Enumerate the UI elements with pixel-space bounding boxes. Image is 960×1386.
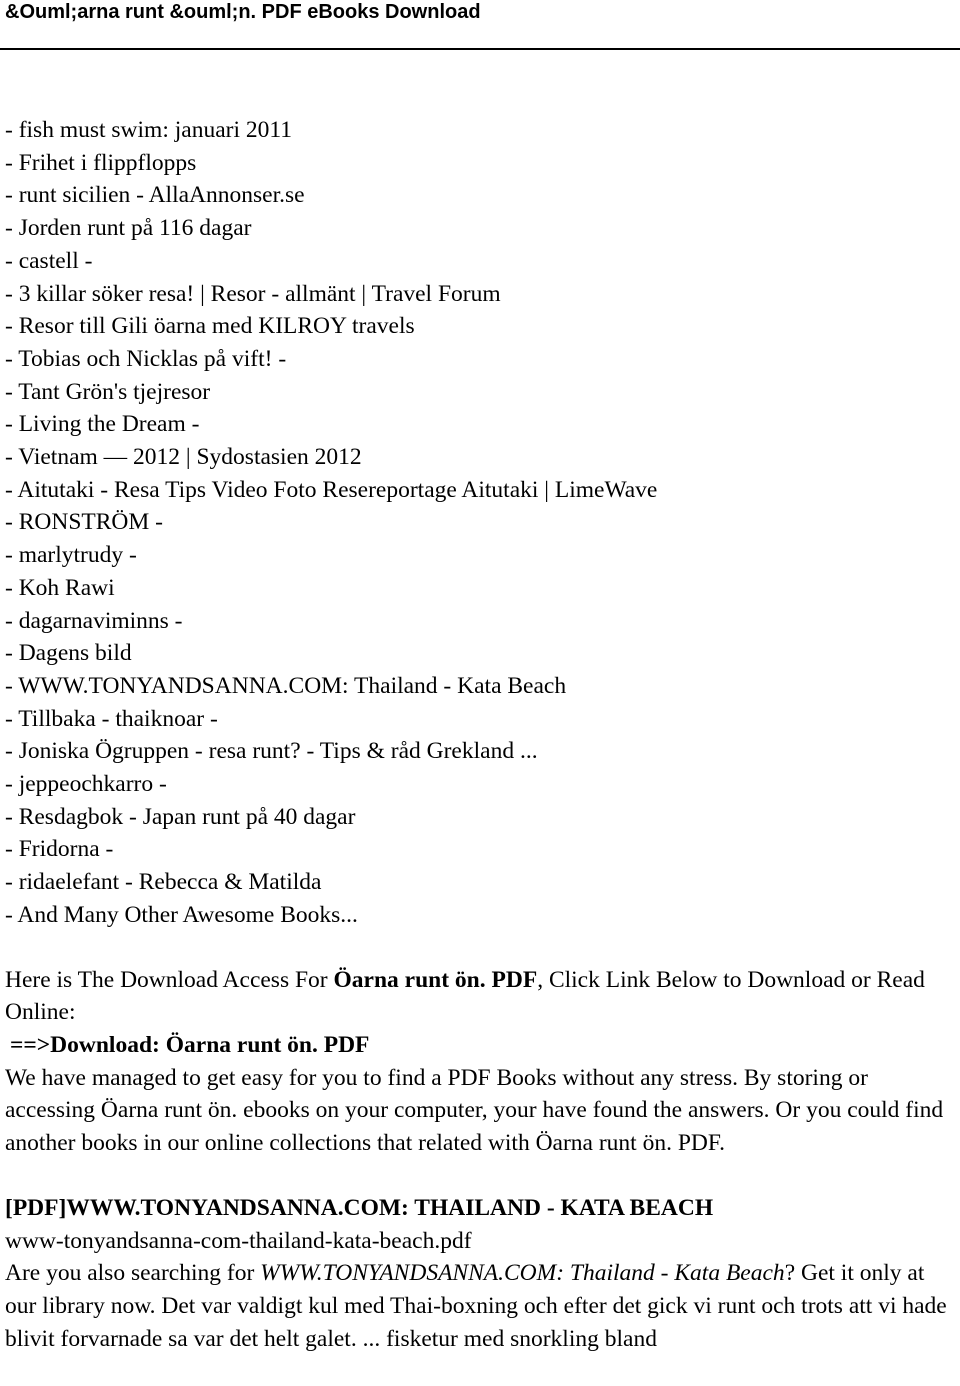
book-desc-title: WWW.TONYANDSANNA.COM: Thailand - Kata Beach (260, 1260, 785, 1287)
list-item: - Vietnam — 2012 | Sydostasien 2012 (5, 444, 362, 471)
document-body (5, 114, 955, 1355)
list-item: - Frihet i flippflopps (5, 149, 197, 176)
access-prefix: Here is The Download Access For (5, 966, 334, 993)
list-item: - runt sicilien - AllaAnnonser.se (5, 182, 305, 209)
list-item: - castell - (5, 247, 93, 274)
page-title: &Ouml;arna runt &ouml;n. PDF eBooks Download (5, 1, 481, 23)
list-item: - Joniska Ögruppen - resa runt? - Tips & råd Grekland ... (5, 738, 538, 765)
book-filename: www-tonyandsanna-com-thailand-kata-beach.pdf (5, 1227, 472, 1254)
download-link[interactable]: ==>Download: Öarna runt ön. PDF (10, 1031, 370, 1058)
page-header (0, 0, 960, 50)
list-item: - Resor till Gili öarna med KILROY travels (5, 313, 415, 340)
access-title: Öarna runt ön. PDF (333, 966, 538, 993)
list-item: - Tant Grön's tjejresor (5, 378, 211, 405)
list-item: - Living the Dream - (5, 411, 200, 438)
list-item: - Tillbaka - thaiknoar - (5, 705, 218, 732)
list-item: - And Many Other Awesome Books... (5, 901, 358, 928)
book-list (5, 114, 955, 932)
list-item: - Jorden runt på 116 dagar (5, 215, 252, 242)
list-item: - fish must swim: januari 2011 (5, 117, 292, 143)
access-suffix: , Click Link Below to Download or Read Online: (5, 966, 925, 1026)
list-item: - 3 killar söker resa! | Resor - allmänt | Travel Forum (5, 280, 501, 307)
list-item: - ridaelefant - Rebecca & Matilda (5, 869, 322, 896)
list-item: - Dagens bild (5, 640, 132, 667)
book-desc-suffix: ? Get it only at our library now. Det var valdigt kul med Thai-boxning och efter det gick vi runt och trots att vi hade blivit forvarnade sa var det helt galet. ... fisketur med snorkling bland (5, 1260, 947, 1352)
list-item: - dagarnaviminns - (5, 607, 183, 634)
list-item: - jeppeochkarro - (5, 771, 167, 798)
list-item: - marlytrudy - (5, 542, 137, 569)
list-item: - Fridorna - (5, 836, 114, 863)
list-item: - WWW.TONYANDSANNA.COM: Thailand - Kata Beach (5, 672, 567, 699)
access-paragraph (5, 964, 955, 1029)
book-description (5, 1257, 955, 1355)
list-item: - RONSTRÖM - (5, 509, 163, 536)
list-item: - Koh Rawi (5, 574, 115, 601)
list-item: - Tobias och Nicklas på vift! - (5, 345, 287, 372)
list-item: - Resdagbok - Japan runt på 40 dagar (5, 803, 356, 830)
list-item: - Aitutaki - Resa Tips Video Foto Resereportage Aitutaki | LimeWave (5, 476, 658, 503)
book-heading: [PDF]WWW.TONYANDSANNA.COM: THAILAND - KATA BEACH (5, 1194, 714, 1221)
intro-paragraph: We have managed to get easy for you to find a PDF Books without any stress. By storing or accessing Öarna runt ön. ebooks on your computer, your have found the answers. Or you could find another books in our online collections that related with Öarna runt ön. PDF. (5, 1064, 944, 1157)
book-desc-prefix: Are you also searching for (5, 1260, 261, 1287)
